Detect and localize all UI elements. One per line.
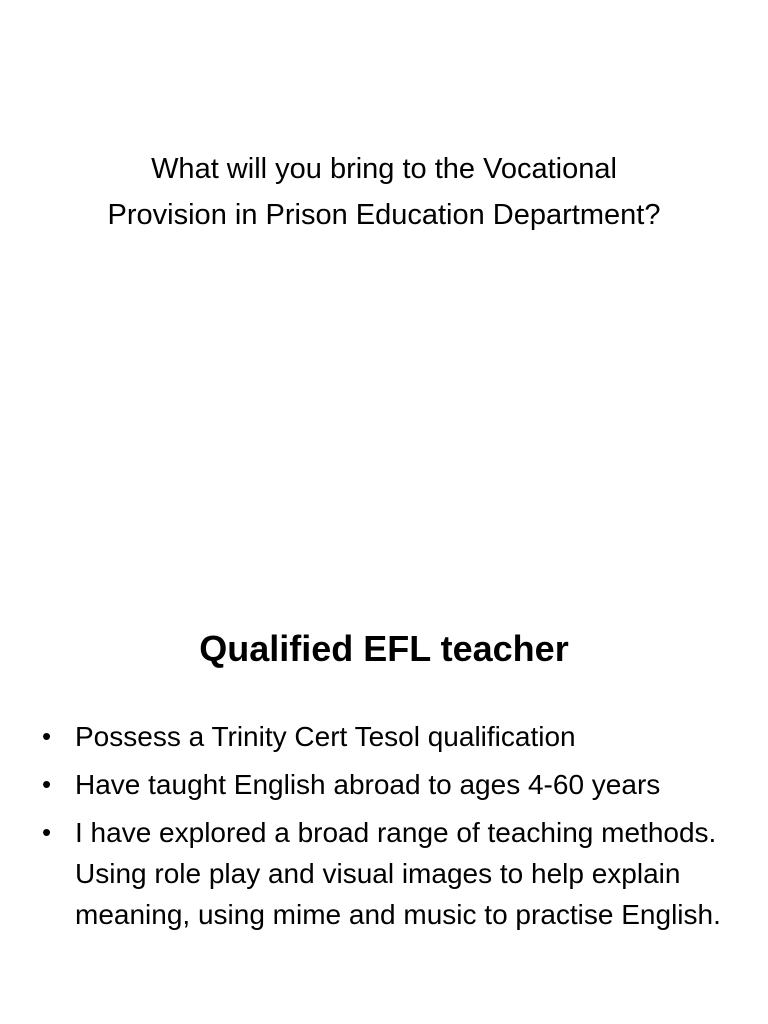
list-item: [40, 764, 730, 805]
bullet-text: Have taught English abroad to ages 4-60 years: [75, 769, 661, 800]
bullet-icon: •: [42, 817, 52, 847]
bullet-icon: •: [42, 721, 52, 751]
bullet-text: I have explored a broad range of teaching methods. Using role play and visual images to help explain meaning, using mime and music to practise English.: [75, 817, 721, 930]
question-line-2: Provision in Prison Education Department?: [107, 199, 661, 231]
question-title: [40, 146, 728, 238]
list-item: [40, 812, 730, 935]
slide-qualifications: [0, 512, 768, 1024]
question-line-1: What will you bring to the Vocational: [151, 153, 617, 185]
slide-heading: Qualified EFL teacher: [199, 628, 569, 669]
bullet-text: Possess a Trinity Cert Tesol qualification: [75, 721, 576, 752]
bullet-icon: •: [42, 769, 52, 799]
list-item: [40, 716, 730, 757]
bullet-list: [40, 716, 730, 942]
